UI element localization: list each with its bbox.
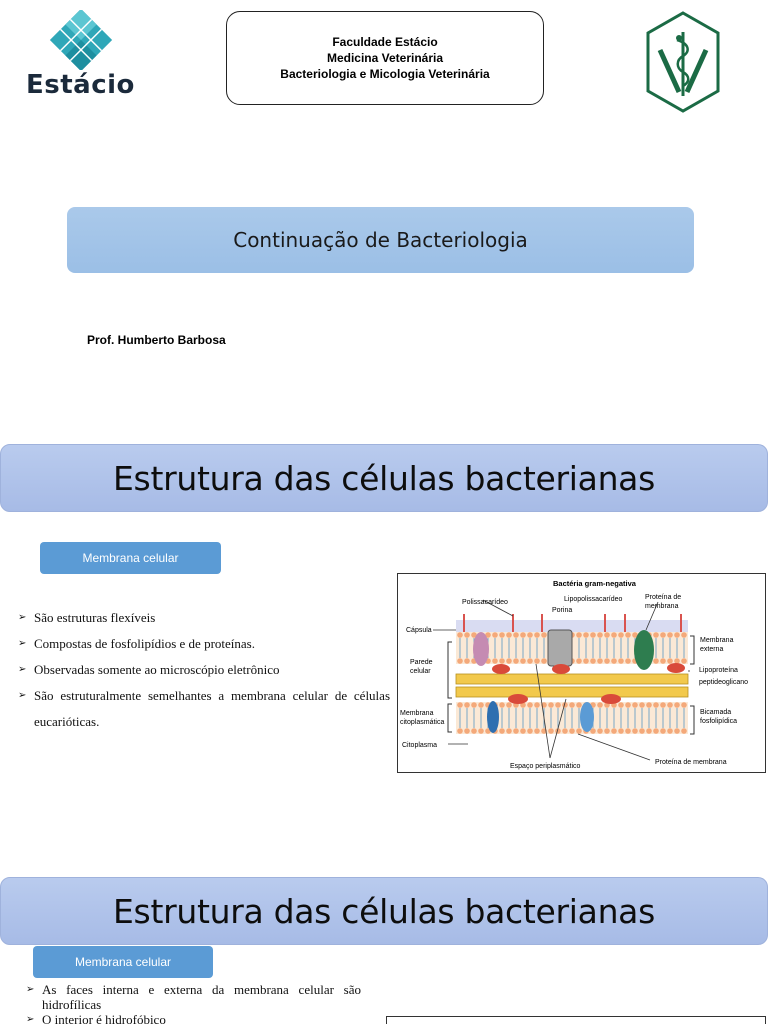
membrane-protein-top-shape <box>634 630 654 670</box>
porin-shape <box>548 630 572 666</box>
label-bicamada-1: Bicamada <box>700 709 732 716</box>
label-capsula: Cápsula <box>406 627 432 634</box>
slide3-bullet: ➢ O interior é hidrofóbico <box>26 1012 361 1024</box>
professor-name: Prof. Humberto Barbosa <box>87 333 226 347</box>
slide2-bullet: ➢ Compostas de fosfolipídios e de proteínas. <box>18 631 390 657</box>
polysaccharide-protein-shape <box>473 632 489 666</box>
veterinary-logo <box>644 10 722 114</box>
slide2-bullet: ➢ São estruturalmente semelhantes a membrana celular de células eucarióticas. <box>18 683 390 735</box>
slide3-bullet-list <box>26 982 361 1024</box>
presentation-title: Continuação de Bacteriologia <box>233 228 528 252</box>
slide2-bullet: ➢ São estruturas flexíveis <box>18 605 390 631</box>
label-lipoproteina: Lipoproteína <box>699 667 738 674</box>
peptidoglycan-layer-2 <box>456 687 688 697</box>
slide3-topic-pill <box>33 946 213 978</box>
slide2-header <box>0 444 768 512</box>
estacio-logo <box>22 10 140 100</box>
label-parede-1: Parede <box>410 659 433 666</box>
peptidoglycan-layer-1 <box>456 674 688 684</box>
slide3-diagram <box>386 1016 766 1024</box>
label-parede-2: celular <box>410 668 431 675</box>
label-porina: Porina <box>552 607 573 614</box>
institution-header-box <box>226 11 544 105</box>
veterinary-caduceus-icon <box>644 10 722 114</box>
diagram-title: Bactéria gram-negativa <box>553 579 636 588</box>
label-membrana-cito-2: citoplasmática <box>400 719 445 726</box>
membrane-protein-left-shape <box>487 701 499 733</box>
slide2-topic-label: Membrana celular <box>82 551 179 565</box>
slide2-bullet-list <box>18 605 390 735</box>
label-lipopolissacarideo: Lipopolissacarídeo <box>564 596 623 603</box>
label-citoplasma: Citoplasma <box>402 742 438 749</box>
slide2-title: Estrutura das células bacterianas <box>113 458 655 498</box>
membrane-protein-bottom-shape <box>580 702 594 732</box>
slide2-bullet: ➢ Observadas somente ao microscópio eletrônico <box>18 657 390 683</box>
label-proteina-top-1: Proteína de <box>645 594 682 601</box>
estacio-wordmark: Estácio <box>26 70 135 100</box>
label-espaco-periplasmatico: Espaço periplasmático <box>510 763 581 770</box>
header-line-faculdade: Faculdade Estácio <box>332 35 438 49</box>
slide2-topic-pill <box>40 542 221 574</box>
slide3-title: Estrutura das células bacterianas <box>113 891 655 931</box>
label-membrana-externa-2: externa <box>700 646 724 653</box>
label-membrana-cito-1: Membrana <box>400 710 434 717</box>
slide3-topic-label: Membrana celular <box>74 955 172 969</box>
header-line-curso: Medicina Veterinária <box>326 51 444 65</box>
slide3-bullet: ➢ As faces interna e externa da membrana celular são hidrofílicas <box>26 982 361 1012</box>
label-bicamada-2: fosfolipídica <box>700 718 737 725</box>
label-peptideoglicano: peptideoglicano <box>699 679 749 686</box>
estacio-cross-icon <box>22 10 140 70</box>
label-polissacarideo: Polissacarídeo <box>462 599 508 606</box>
label-membrana-externa-1: Membrana <box>700 637 734 644</box>
gram-negative-membrane-diagram <box>397 573 766 773</box>
header-line-disciplina: Bacteriologia e Micologia Veterinária <box>280 67 490 81</box>
label-proteina-top-2: membrana <box>645 603 679 610</box>
slide3-header <box>0 877 768 945</box>
capsule-band <box>456 620 688 632</box>
presentation-title-banner <box>67 207 694 273</box>
label-proteina-bottom: Proteína de membrana <box>655 759 727 766</box>
